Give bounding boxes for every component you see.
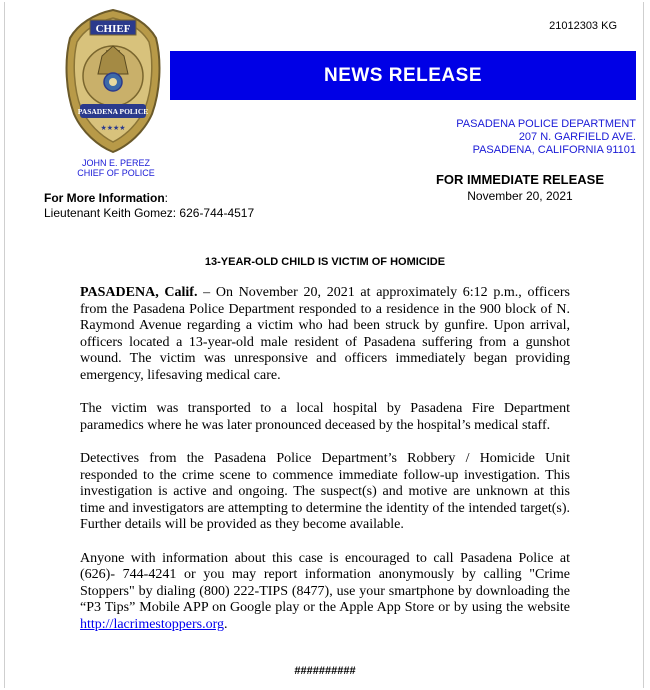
paragraph-3: Detectives from the Pasadena Police Department’s Robbery / Homicide Unit responded to the crime scene to commence immediate follow-up investigation. This investigation is active and ongoing. The suspect(s) and motive are unknown at this time and investigators are attempting to determine the identity of the intended target(s). Further details will be provided as they become available. — [80, 451, 570, 532]
contact-person: Lieutenant Keith Gomez: 626-744-4517 — [44, 206, 255, 220]
paragraph-2: The victim was transported to a local hospital by Pasadena Fire Department paramedics where he was later pronounced deceased by the hospital’s medical staff. — [80, 401, 570, 433]
paragraph-4-end: . — [224, 616, 228, 632]
badge-stars: ★★★★ — [100, 125, 126, 132]
badge-bottom-text: PASADENA POLICE — [77, 107, 149, 116]
chief-name: JOHN E. PEREZ — [81, 158, 150, 168]
contact-info — [44, 191, 254, 221]
paragraph-1 — [80, 285, 570, 384]
department-street: 207 N. GARFIELD AVE. — [518, 131, 636, 143]
end-mark: ########## — [294, 665, 356, 677]
department-name: PASADENA POLICE DEPARTMENT — [456, 118, 636, 130]
release-block — [436, 172, 604, 203]
dateline: PASADENA, Calif. — [80, 285, 198, 300]
chief-block — [60, 158, 172, 178]
chief-title: CHIEF OF POLICE — [77, 168, 155, 178]
paragraph-4-text: Anyone with information about this case is encouraged to call Pasadena Police at (626)- 744-4241 or you may report information anonymously by calling "Crime Stoppers" by dialing (800) 222-TIPS (8477), use your smartphone by downloading the “P3 Tips” Mobile APP on Google play or the Apple App Store or by using the website — [80, 550, 570, 615]
department-city: PASADENA, CALIFORNIA 91101 — [472, 144, 636, 156]
paragraph-1-text: – On November 20, 2021 at approximately 6:12 p.m., officers from the Pasadena Police Department responded to a residence in the 900 block of N. Raymond Avenue regarding a victim who had been struck by gunfire. Upon arrival, officers located a 13-year-old male resident of Pasadena suffering from a gunshot wound. The victim was unresponsive and officers immediately began providing emergency, lifesaving medical care. — [80, 285, 570, 383]
article-body — [80, 285, 570, 650]
headline: 13-YEAR-OLD CHILD IS VICTIM OF HOMICIDE — [204, 256, 446, 268]
police-badge-logo — [62, 6, 164, 154]
release-heading: FOR IMMEDIATE RELEASE — [435, 172, 604, 187]
badge-top-text: CHIEF — [95, 23, 131, 35]
paragraph-4 — [80, 551, 570, 634]
news-release-banner — [170, 51, 636, 100]
crime-stoppers-link[interactable]: http://lacrimestoppers.org — [80, 616, 224, 632]
department-address — [456, 118, 636, 157]
contact-label: For More Information — [44, 191, 165, 205]
release-date: November 20, 2021 — [467, 189, 573, 203]
document-id: 21012303 KG — [549, 20, 617, 32]
banner-title: NEWS RELEASE — [323, 64, 483, 86]
contact-colon: : — [164, 191, 169, 205]
